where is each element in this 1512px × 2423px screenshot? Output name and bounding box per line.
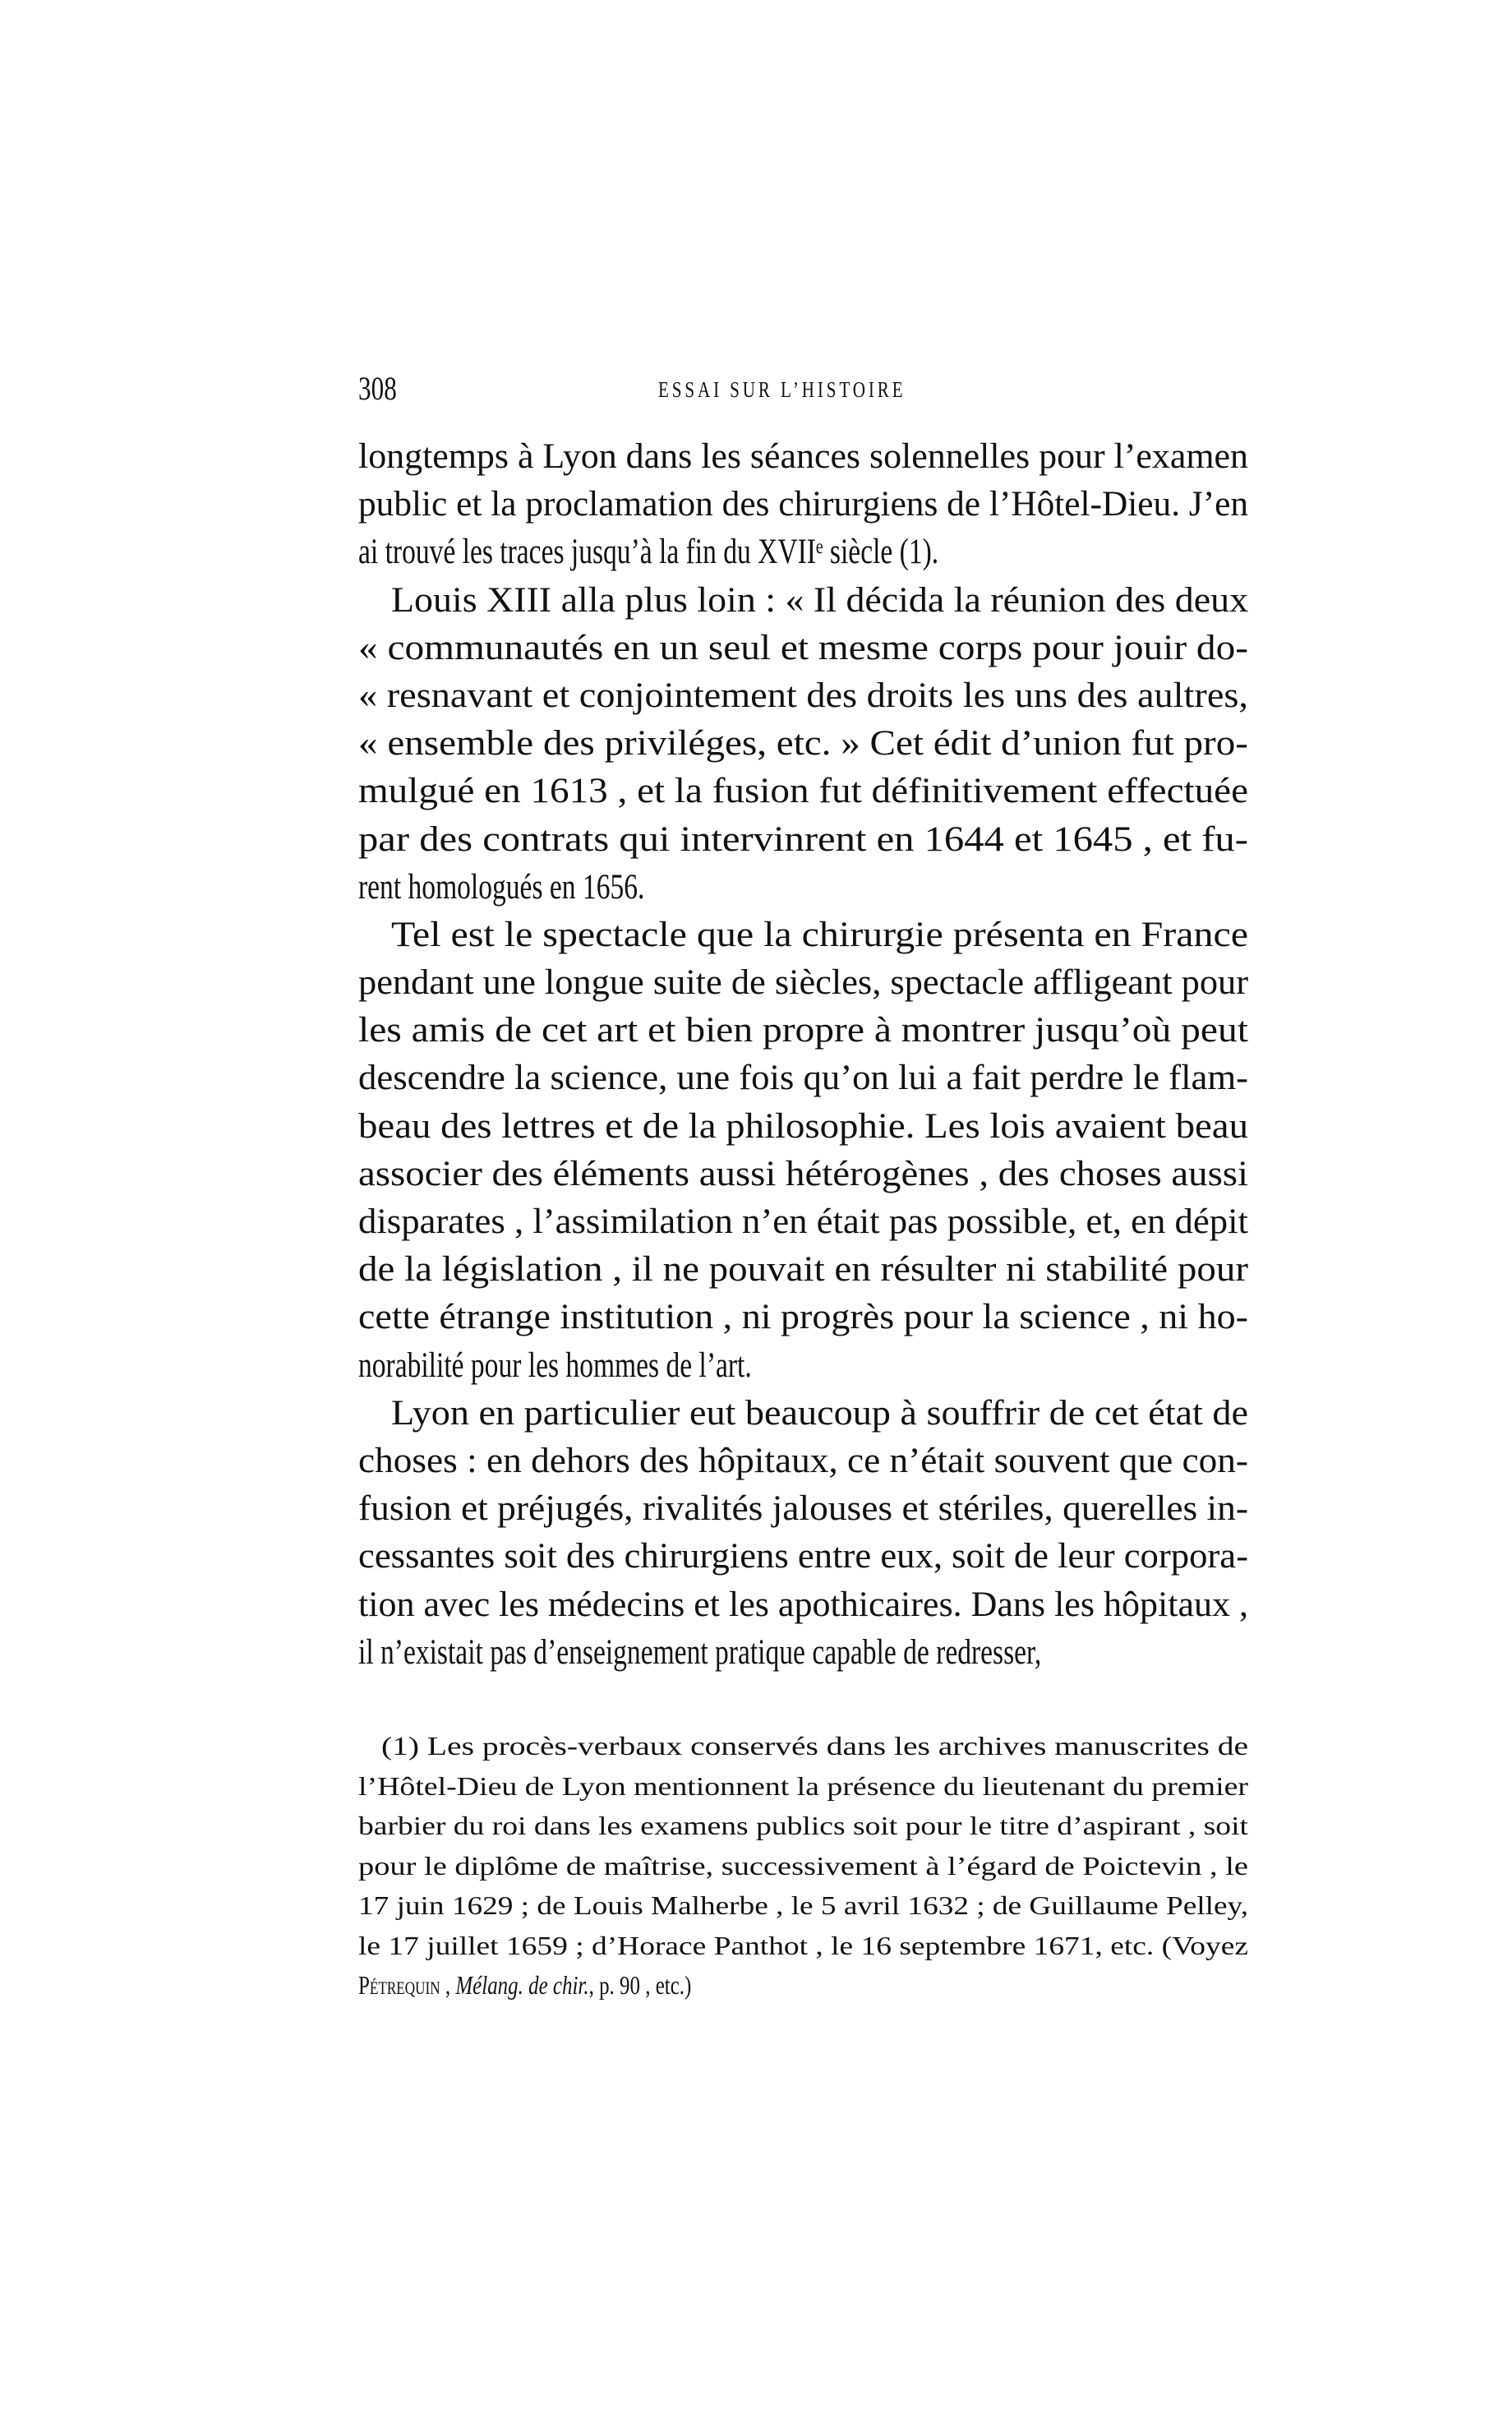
text-line: ai trouvé les traces jusqu’à la fin du XVIIᵉ siècle (1).: [358, 533, 939, 572]
cited-author: Pétrequin: [358, 1970, 440, 2000]
body-text: [358, 433, 1248, 1677]
text-line: Louis XIII alla plus loin : « Il décida la réunion des deux: [391, 580, 1249, 620]
text-line: par des contrats qui intervinrent en 1644 et 1645 , et fu-: [358, 819, 1248, 859]
text-line: cette étrange institution , ni progrès pour la science , ni ho-: [358, 1298, 1248, 1337]
footnote-line: pour le diplôme de maîtrise, successivement à l’égard de Poictevin , le: [358, 1850, 1248, 1881]
text-line: public et la proclamation des chirurgiens de l’Hôtel-Dieu. J’en: [358, 485, 1249, 524]
text-line: cessantes soit des chirurgiens entre eux, soit de leur corpora-: [358, 1537, 1248, 1576]
text-line: Lyon en particulier eut beaucoup à souffrir de cet état de: [391, 1393, 1249, 1433]
text-line: tion avec les médecins et les apothicaires. Dans les hôpitaux ,: [358, 1585, 1249, 1624]
text-line: rent homologués en 1656.: [358, 867, 645, 907]
footnote: [358, 1726, 1248, 2005]
cited-work: Mélang. de chir.: [455, 1970, 589, 2000]
text-line: Tel est le spectacle que la chirurgie présenta en France: [391, 915, 1249, 954]
text-line: les amis de cet art et bien propre à montrer jusqu’où peut: [358, 1011, 1248, 1050]
text-line: longtemps à Lyon dans les séances solennelles pour l’examen: [358, 437, 1248, 476]
text-line: de la législation , il ne pouvait en résulter ni stabilité pour: [358, 1250, 1249, 1290]
text-line: « communautés en un seul et mesme corps pour jouir do-: [358, 628, 1249, 667]
footnote-line: barbier du roi dans les examens publics soit pour le titre d’aspirant , soit: [358, 1811, 1248, 1840]
text-line: fusion et préjugés, rivalités jalouses et stériles, querelles in-: [358, 1489, 1249, 1529]
text-line: pendant une longue suite de siècles, spectacle affligeant pour: [358, 963, 1249, 1003]
running-head: [358, 368, 1248, 409]
text-line: « resnavant et conjointement des droits les uns des aultres,: [358, 676, 1249, 715]
text-line: norabilité pour les hommes de l’art.: [358, 1345, 752, 1385]
text-line: « ensemble des priviléges, etc. » Cet édit d’union fut pro-: [358, 724, 1248, 764]
page-number: 308: [358, 370, 397, 407]
text-line: choses : en dehors des hôpitaux, ce n’était souvent que con-: [358, 1441, 1249, 1480]
footnote-line: l’Hôtel-Dieu de Lyon mentionnent la présence du lieutenant du premier: [358, 1770, 1248, 1801]
paragraph: [358, 433, 1248, 577]
paragraph: [358, 912, 1248, 1390]
footnote-citation: Pétrequin , Mélang. de chir., p. 90 , etc.): [358, 1970, 692, 2000]
text-line: descendre la science, une fois qu’on lui a fait perdre le flam-: [358, 1059, 1249, 1098]
footnote-line: 17 juin 1629 ; de Louis Malherbe , le 5 avril 1632 ; de Guillaume Pelley,: [358, 1890, 1249, 1920]
paragraph: [358, 577, 1248, 912]
text-line: associer des éléments aussi hétérogènes , des choses aussi: [358, 1154, 1249, 1193]
text-line: mulgué en 1613 , et la fusion fut définitivement effectuée: [358, 772, 1249, 811]
text-line: beau des lettres et de la philosophie. Les lois avaient beau: [358, 1106, 1248, 1146]
footnote-line: le 17 juillet 1659 ; d’Horace Panthot , le 16 septembre 1671, etc. (Voyez: [358, 1930, 1248, 1960]
running-title: ESSAI SUR L’HISTOIRE: [658, 377, 906, 402]
text-line: disparates , l’assimilation n’en était pas possible, et, en dépit: [358, 1202, 1248, 1241]
footnote-line-last: [358, 1965, 1248, 2005]
paragraph: [358, 1390, 1248, 1677]
text-line: il n’existait pas d’enseignement pratique capable de redresser,: [358, 1632, 1042, 1672]
footnote-line: (1) Les procès-verbaux conservés dans les archives manuscrites de: [381, 1731, 1248, 1761]
